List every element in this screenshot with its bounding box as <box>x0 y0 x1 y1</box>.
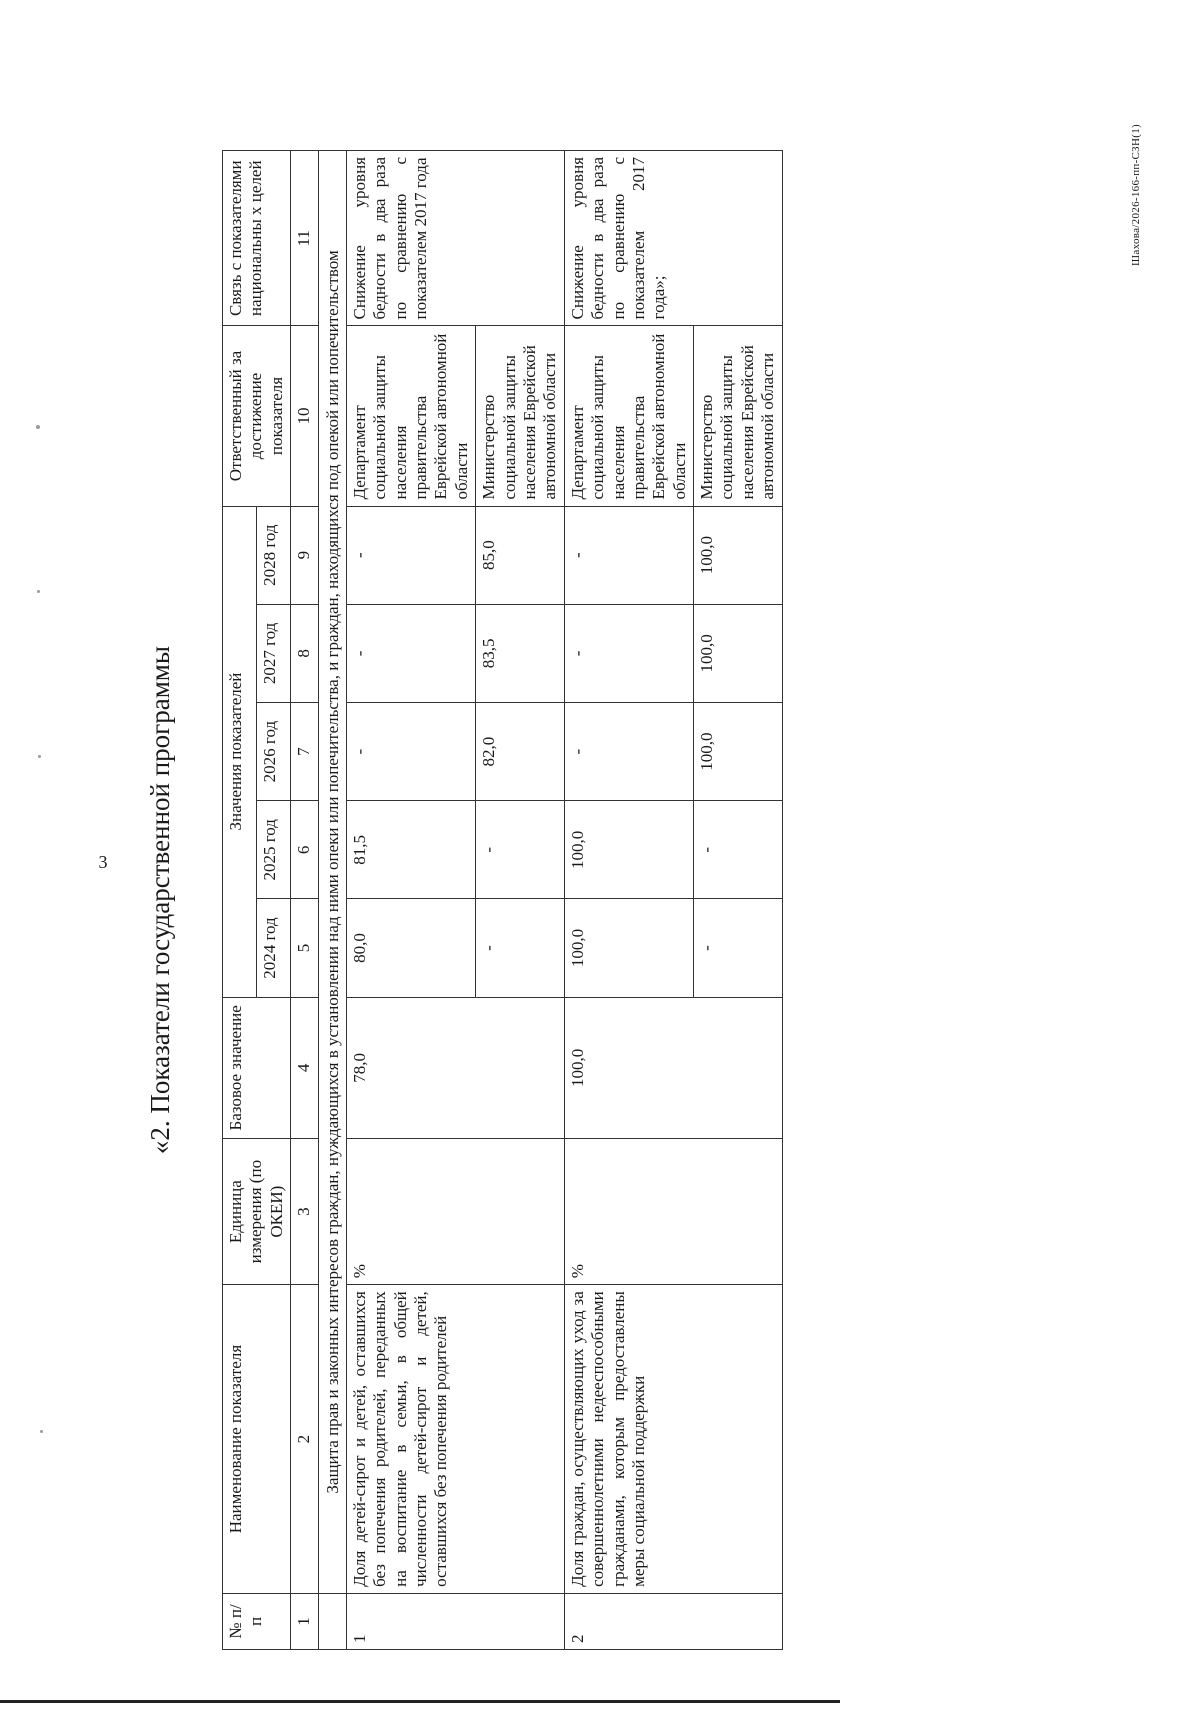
column-number: 11 <box>291 151 318 326</box>
column-number: 4 <box>291 997 318 1138</box>
column-number: 7 <box>291 703 318 801</box>
header-num: № п/п <box>223 1593 291 1649</box>
column-number: 3 <box>291 1139 318 1285</box>
bottom-rule <box>0 1700 840 1703</box>
value-2024: 100,0 <box>564 899 693 997</box>
indicator-name: Доля граждан, осуществляющих уход за совершеннолетними недееспособными гражданами, которым предоставлены меры социальной поддержки <box>564 1285 782 1594</box>
value-2027: - <box>346 604 475 702</box>
header-link: Связь с показателями национальны х целей <box>223 151 291 326</box>
value-2024: - <box>694 899 783 997</box>
header-2028: 2028 год <box>257 506 291 604</box>
column-number: 8 <box>291 604 318 702</box>
section-title: Защита прав и законных интересов граждан, нуждающихся в установлении над ними опеки или попечительства, и граждан, находящихся под опекой или попечительством <box>318 151 346 1594</box>
header-values: Значения показателей <box>223 506 257 997</box>
indicator-unit: % <box>346 1139 564 1285</box>
responsible-department: Департамент социальной защиты населения правительства Еврейской автономной области <box>564 326 693 506</box>
header-row <box>223 151 257 1650</box>
header-2024: 2024 год <box>257 899 291 997</box>
indicator-unit: % <box>564 1139 782 1285</box>
scan-speck <box>36 425 40 429</box>
responsible-ministry: Министерство социальной защиты населения Еврейской автономной области <box>694 326 783 506</box>
indicator-base: 100,0 <box>564 997 782 1138</box>
value-2024: 80,0 <box>346 899 475 997</box>
header-2025: 2025 год <box>257 801 291 899</box>
value-2027: 83,5 <box>476 604 565 702</box>
column-number: 9 <box>291 506 318 604</box>
scan-speck <box>37 590 40 593</box>
header-2026: 2026 год <box>257 703 291 801</box>
value-2025: 100,0 <box>564 801 693 899</box>
indicators-table <box>222 150 783 1650</box>
section-row <box>318 151 346 1650</box>
scan-speck <box>40 1430 43 1433</box>
value-2025: - <box>476 801 565 899</box>
rotated-sheet <box>130 150 1050 1650</box>
row-num: 2 <box>564 1593 782 1649</box>
table-row <box>564 151 693 1650</box>
header-responsible: Ответственный за достижение показателя <box>223 326 291 506</box>
value-2026: 100,0 <box>694 703 783 801</box>
column-number: 2 <box>291 1285 318 1594</box>
table-row <box>346 151 475 1650</box>
header-name: Наименование показателя <box>223 1285 291 1594</box>
value-2026: - <box>564 703 693 801</box>
document-footer <box>1128 110 1144 280</box>
national-goal-link: Снижение уровня бедности в два раза по сравнению с показателем 2017 года <box>346 151 564 326</box>
national-goal-link: Снижение уровня бедности в два раза по сравнению с показателем 2017 года»; <box>564 151 782 326</box>
section-empty-cell <box>318 1593 346 1649</box>
column-number: 6 <box>291 801 318 899</box>
value-2027: 100,0 <box>694 604 783 702</box>
header-2027: 2027 год <box>257 604 291 702</box>
value-2028: 85,0 <box>476 506 565 604</box>
page-number: 3 <box>98 852 108 872</box>
scan-speck <box>38 755 41 758</box>
responsible-department: Департамент социальной защиты населения правительства Еврейской автономной области <box>346 326 475 506</box>
value-2028: - <box>564 506 693 604</box>
column-number: 1 <box>291 1593 318 1649</box>
header-base: Базовое значение <box>223 997 291 1138</box>
value-2026: 82,0 <box>476 703 565 801</box>
column-numbers-row <box>291 151 318 1650</box>
value-2028: - <box>346 506 475 604</box>
footer-code: Шахова/2026-166-пп-СЗН(1) <box>1130 124 1142 266</box>
value-2026: - <box>346 703 475 801</box>
value-2027: - <box>564 604 693 702</box>
indicator-base: 78,0 <box>346 997 564 1138</box>
value-2024: - <box>476 899 565 997</box>
row-num: 1 <box>346 1593 564 1649</box>
header-unit: Единица измерения (по ОКЕИ) <box>223 1139 291 1285</box>
value-2025: 81,5 <box>346 801 475 899</box>
value-2028: 100,0 <box>694 506 783 604</box>
value-2025: - <box>694 801 783 899</box>
column-number: 5 <box>291 899 318 997</box>
page-title: «2. Показатели государственной программы <box>145 645 175 1155</box>
indicator-name: Доля детей-сирот и детей, оставшихся без попечения родителей, переданных на воспитание в семьи, в общей численности детей-сирот и детей, оставшихся без попечения родителей <box>346 1285 564 1594</box>
column-number: 10 <box>291 326 318 506</box>
responsible-ministry: Министерство социальной защиты населения Еврейской автономной области <box>476 326 565 506</box>
